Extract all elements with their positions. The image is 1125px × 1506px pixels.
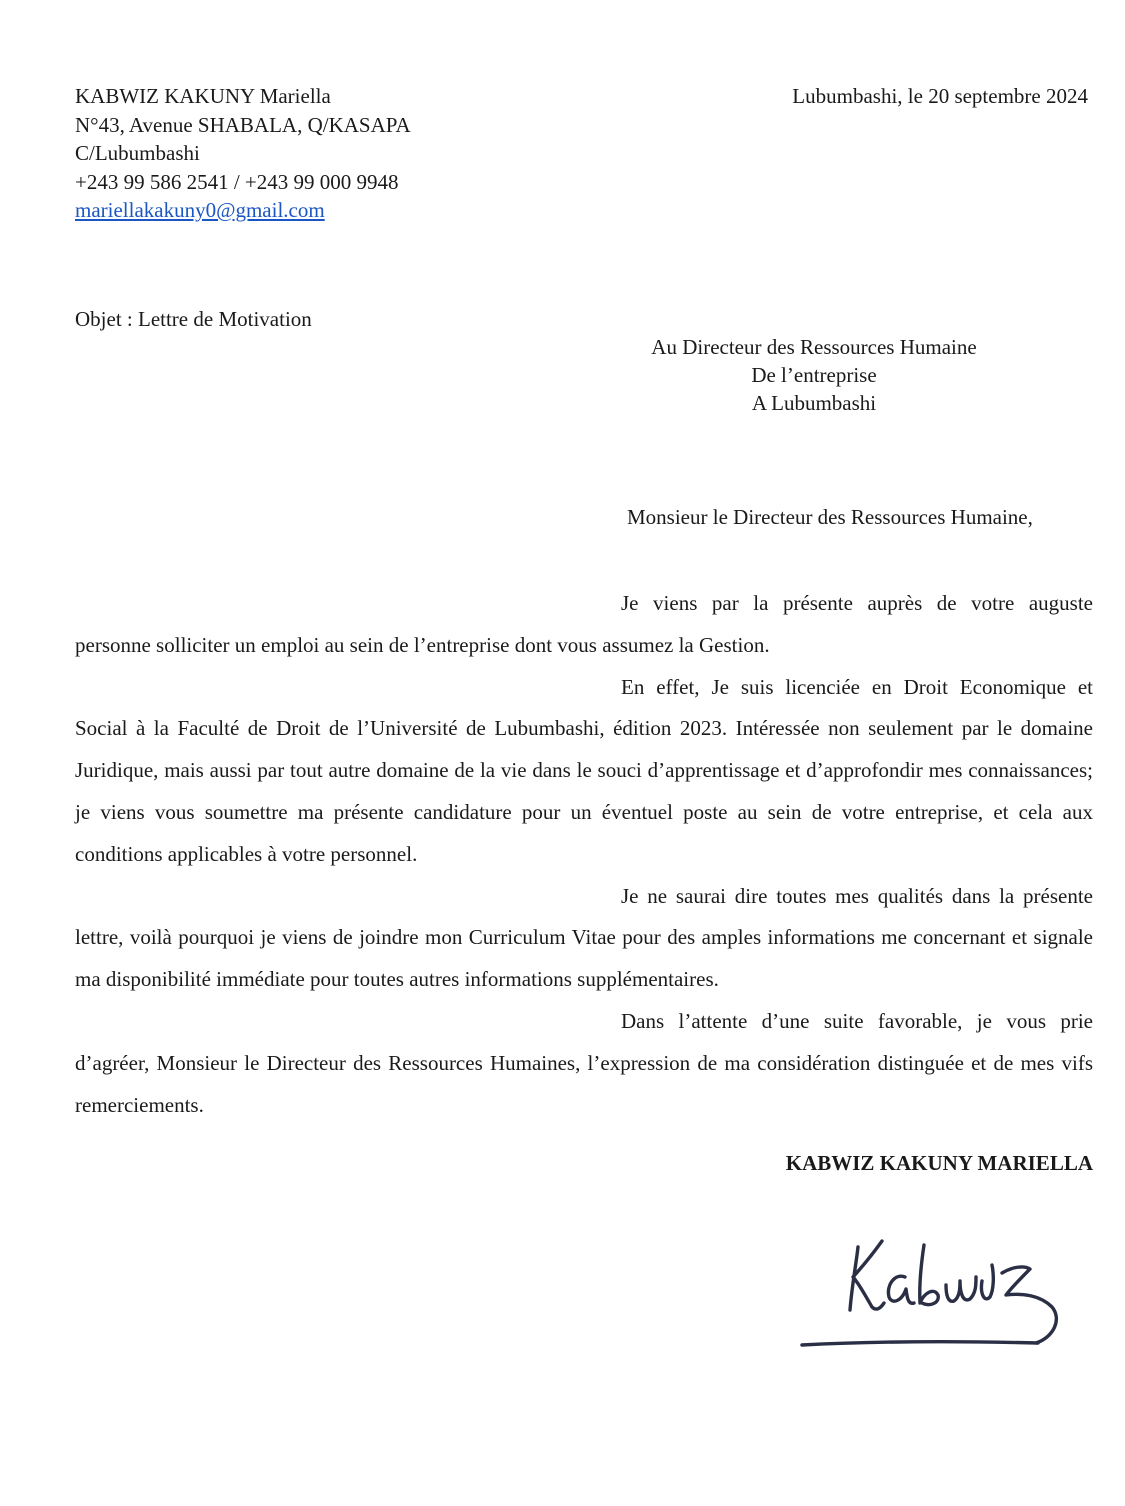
sender-email-link[interactable]: mariellakakuny0@gmail.com [75, 198, 325, 222]
sender-commune: C/Lubumbashi [75, 141, 200, 165]
recipient-line-2: De l’entreprise [751, 363, 877, 387]
recipient-block [560, 333, 1068, 417]
handwritten-signature [790, 1215, 1090, 1365]
sender-phones: +243 99 586 2541 / +243 99 000 9948 [75, 169, 399, 194]
body-paragraph: Je ne saurai dire toutes mes qualités dans la présente lettre, voilà pourquoi je viens de joindre mon Curriculum Vitae pour des amples informations me concernant et signale ma disponibilité immédiate pour toutes autres informations supplémentaires. [75, 883, 1093, 992]
letter-body [75, 583, 1093, 1126]
body-paragraph: Je viens par la présente auprès de votre auguste personne solliciter un emploi au sein de l’entreprise dont vous assumez la Gestion. [75, 591, 1093, 657]
signatory-name: KABWIZ KAKUNY MARIELLA [785, 1151, 1093, 1175]
place-date: Lubumbashi, le 20 septembre 2024 [792, 84, 1088, 108]
salutation: Monsieur le Directeur des Ressources Humaine, [627, 505, 1033, 529]
body-paragraph: Dans l’attente d’une suite favorable, je vous prie d’agréer, Monsieur le Directeur des Ressources Humaines, l’expression de ma considération distinguée et de mes vifs remerciements. [75, 1008, 1093, 1117]
sender-name: KABWIZ KAKUNY Mariella [75, 84, 331, 108]
letter-subject: Objet : Lettre de Motivation [75, 307, 312, 331]
sender-block [75, 82, 411, 225]
recipient-line-1: Au Directeur des Ressources Humaine [651, 335, 977, 359]
recipient-line-3: A Lubumbashi [751, 391, 877, 415]
body-paragraph: En effet, Je suis licenciée en Droit Economique et Social à la Faculté de Droit de l’Université de Lubumbashi, édition 2023. Intéressée non seulement par le domaine Juridique, mais aussi par tout autre domaine de la vie dans le souci d’apprentissage et d’approfondir mes connaissances; je viens vous soumettre ma présente candidature pour un éventuel poste au sein de votre entreprise, et cela aux conditions applicables à votre personnel. [75, 674, 1093, 866]
sender-address: N°43, Avenue SHABALA, Q/KASAPA [75, 112, 411, 137]
